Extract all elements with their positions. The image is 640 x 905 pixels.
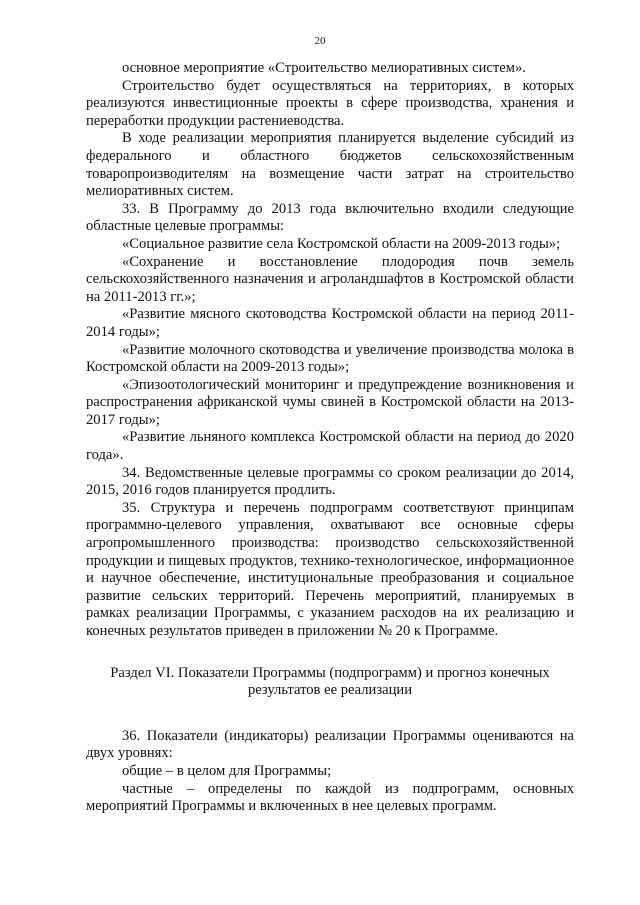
paragraph-36: 36. Показатели (индикаторы) реализации Программы оцениваются на двух уровнях: bbox=[86, 727, 574, 762]
program-item-swine-fever: «Эпизоотологический мониторинг и предупреждение возникновения и распространения африканской чумы свиней в Костромской области на 2013-2017 годы»; bbox=[86, 376, 574, 428]
paragraph-33: 33. В Программу до 2013 года включительно входили следующие областные целевые программы: bbox=[86, 200, 574, 235]
document-body bbox=[86, 60, 574, 816]
indicator-level-specific: частные – определены по каждой из подпрограмм, основных мероприятий Программы и включенных в нее целевых программ. bbox=[86, 780, 574, 815]
paragraph-35: 35. Структура и перечень подпрограмм соответствуют принципам программно-целевого управления, охватывают все основные сферы агропромышленного производства: производство сельскохозяйственной продукции и пищевых продуктов, технико-технологическое, информационное и научное обеспечение, институциональные преобразования и социальное развитие сельских территорий. Перечень мероприятий, планируемых в рамках реализации Программы, с указанием расходов на их реализацию и конечных результатов приведен в приложении № 20 к Программе. bbox=[86, 499, 574, 639]
paragraph-main-activity: основное мероприятие «Строительство мелиоративных систем». bbox=[122, 60, 526, 76]
section-heading-line-1: Раздел VI. Показатели Программы (подпрограмм) и прогноз конечных bbox=[110, 664, 550, 681]
program-item-flax: «Развитие льняного комплекса Костромской области на период до 2020 года». bbox=[86, 429, 574, 464]
program-item-meat-cattle: «Развитие мясного скотоводства Костромской области на период 2011-2014 годы»; bbox=[86, 306, 574, 340]
program-item-dairy-cattle: «Развитие молочного скотоводства и увеличение производства молока в Костромской области на 2009-2013 годы»; bbox=[86, 341, 574, 376]
paragraph-subsidies: В ходе реализации мероприятия планируется выделение субсидий из федерального и областного бюджетов сельскохозяйственным товаропроизводителям на возмещение части затрат на строительство мелиоративных систем. bbox=[86, 130, 574, 200]
section-heading bbox=[86, 665, 574, 700]
program-item-soil-fertility: «Сохранение и восстановление плодородия почв земель сельскохозяйственного назначения и агроландшафтов в Костромской области на 2011-2013 гг.»; bbox=[86, 253, 574, 305]
page-number: 20 bbox=[314, 35, 326, 47]
section-heading-line-2: результатов ее реализации bbox=[247, 682, 413, 699]
paragraph-34: 34. Ведомственные целевые программы со сроком реализации до 2014, 2015, 2016 годов планируется продлить. bbox=[86, 464, 574, 499]
program-item-social-development: «Социальное развитие села Костромской области на 2009-2013 годы»; bbox=[122, 235, 561, 252]
indicator-level-general: общие – в целом для Программы; bbox=[122, 762, 332, 779]
paragraph-construction: Строительство будет осуществляться на территориях, в которых реализуются инвестиционные проекты в сфере производства, хранения и переработки продукции растениеводства. bbox=[86, 77, 574, 129]
